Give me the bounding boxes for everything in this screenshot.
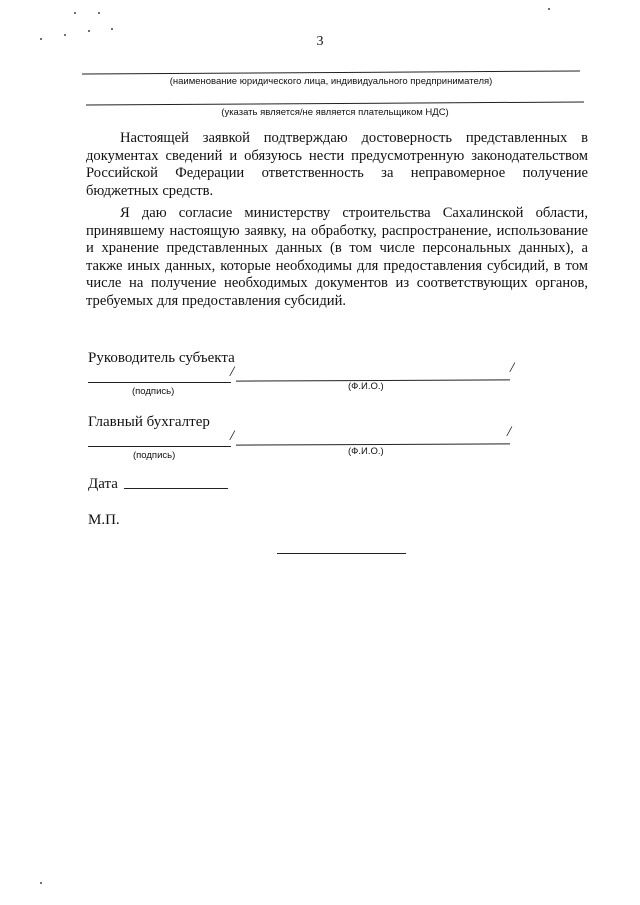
scan-speck (548, 8, 550, 10)
page-number: 3 (316, 34, 324, 49)
accountant-separator: / (230, 428, 235, 444)
accountant-name-caption: (Ф.И.О.) (348, 446, 384, 457)
date-line (124, 488, 228, 489)
accountant-separator-end: / (507, 424, 512, 440)
vat-status-caption: (указать является/не является плательщиком НДС) (221, 107, 449, 118)
scan-speck (98, 12, 100, 14)
accountant-signature-line (88, 446, 231, 447)
head-signature-line (88, 382, 231, 383)
seal-label: М.П. (88, 512, 120, 528)
accountant-title: Главный бухгалтер (88, 414, 210, 430)
entity-name-caption: (наименование юридического лица, индивидуального предпринимателя) (169, 76, 493, 87)
consent-paragraph: Я даю согласие министерству строительства Сахалинской области, принявшему настоящую заявку, на обработку, распространение, использование и хранение представленных данных (в том числе персональных данных), а также иных данных, которые необходимы для предоставления субсидий, в том числе на получение необходимых документов из соответствующих органов, требуемых для предоставления субсидий. (86, 205, 588, 309)
accountant-signature-caption: (подпись) (133, 450, 176, 461)
confirmation-paragraph: Настоящей заявкой подтверждаю достоверность представленных в документах сведений и обязуюсь нести предусмотренную законодательством Российской Федерации ответственность за неправомерное получение бюджетных средств. (86, 130, 588, 199)
head-separator: / (230, 364, 235, 380)
date-label: Дата (88, 476, 118, 492)
head-signature-caption: (подпись) (132, 386, 175, 397)
head-separator-end: / (510, 360, 515, 376)
scan-speck (88, 30, 90, 32)
entity-name-line (82, 70, 580, 74)
scan-speck (74, 12, 76, 14)
head-name-caption: (Ф.И.О.) (348, 381, 384, 392)
head-title: Руководитель субъекта (88, 350, 235, 366)
scan-speck (111, 28, 113, 30)
scan-speck (40, 882, 42, 884)
vat-status-line (86, 101, 584, 105)
closing-rule (277, 553, 406, 554)
